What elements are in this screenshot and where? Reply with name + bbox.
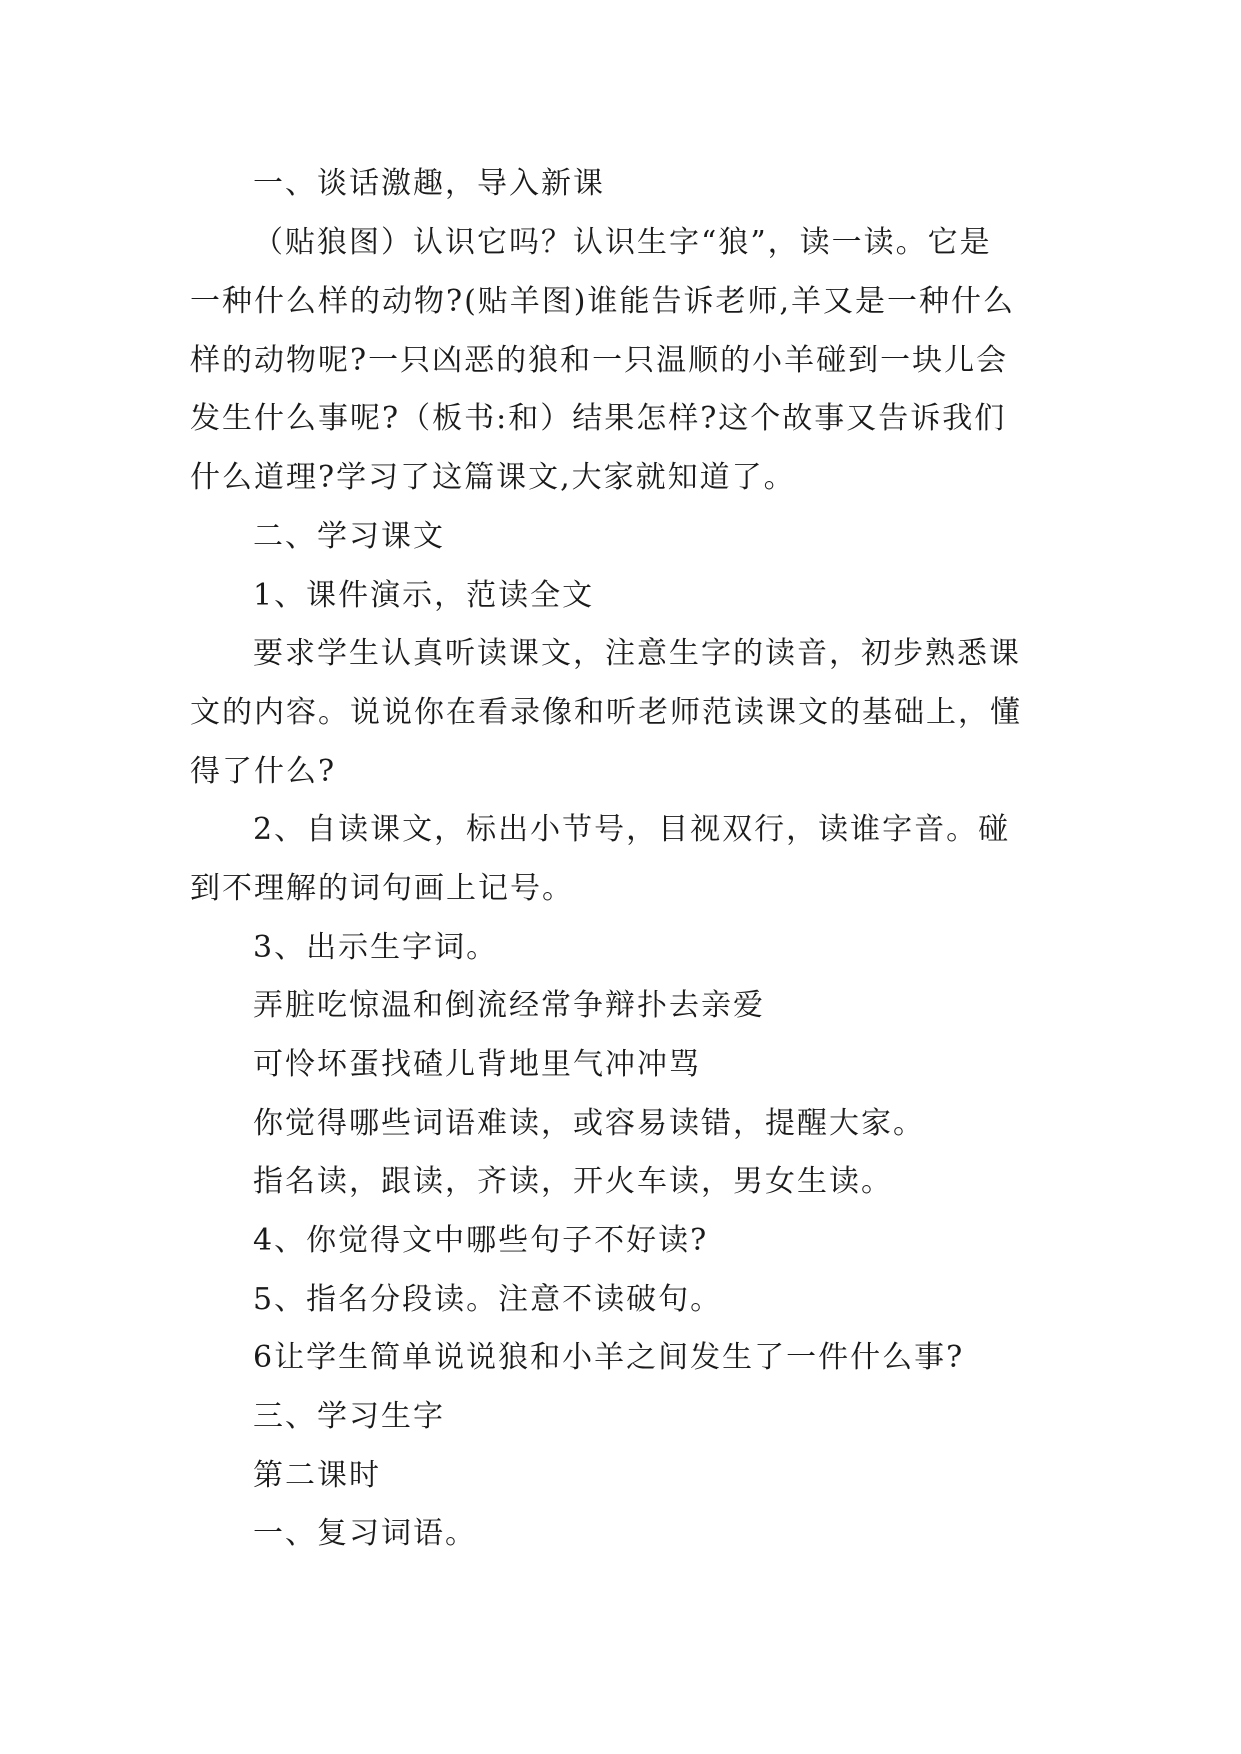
section-heading: 三、学习生字 bbox=[253, 1399, 445, 1434]
subsection-heading: 6让学生简单说说狼和小羊之间发生了一件什么事? bbox=[253, 1340, 965, 1375]
paragraph-line: 文的内容。说说你在看录像和听老师范读课文的基础上，懂 bbox=[190, 695, 1022, 730]
paragraph-line: 到不理解的词句画上记号。 bbox=[190, 871, 574, 906]
subsection-heading: 3、出示生字词。 bbox=[253, 930, 499, 965]
section-heading: 一、复习词语。 bbox=[253, 1516, 477, 1551]
subsection-heading: 4、你觉得文中哪些句子不好读? bbox=[253, 1223, 709, 1258]
paragraph-line: 一种什么样的动物?(贴羊图)谁能告诉老师,羊又是一种什么 bbox=[190, 284, 1016, 319]
paragraph-line: 什么道理?学习了这篇课文,大家就知道了。 bbox=[190, 460, 796, 495]
paragraph-line: 你觉得哪些词语难读，或容易读错，提醒大家。 bbox=[253, 1106, 925, 1141]
subsection-heading: 1、课件演示，范读全文 bbox=[253, 578, 595, 613]
paragraph-line: 发生什么事呢?（板书:和）结果怎样?这个故事又告诉我们 bbox=[190, 401, 1007, 436]
paragraph-line: 2、自读课文，标出小节号，目视双行，读谁字音。碰 bbox=[253, 812, 1011, 847]
paragraph-line: 要求学生认真听读课文，注意生字的读音，初步熟悉课 bbox=[253, 636, 1021, 671]
word-list-line: 可怜坏蛋找碴儿背地里气冲冲骂 bbox=[253, 1047, 701, 1082]
section-heading: 二、学习课文 bbox=[253, 519, 445, 554]
word-list-line: 弄脏吃惊温和倒流经常争辩扑去亲爱 bbox=[253, 988, 765, 1023]
paragraph-line: 得了什么? bbox=[190, 754, 337, 789]
paragraph-line: （贴狼图）认识它吗？认识生字“狼”，读一读。它是 bbox=[253, 225, 992, 260]
lesson-heading: 第二课时 bbox=[253, 1458, 381, 1493]
subsection-heading: 5、指名分段读。注意不读破句。 bbox=[253, 1282, 723, 1317]
section-heading: 一、谈话激趣，导入新课 bbox=[253, 166, 605, 201]
paragraph-line: 样的动物呢?一只凶恶的狼和一只温顺的小羊碰到一块儿会 bbox=[190, 343, 1009, 378]
paragraph-line: 指名读，跟读，齐读，开火车读，男女生读。 bbox=[253, 1164, 893, 1199]
